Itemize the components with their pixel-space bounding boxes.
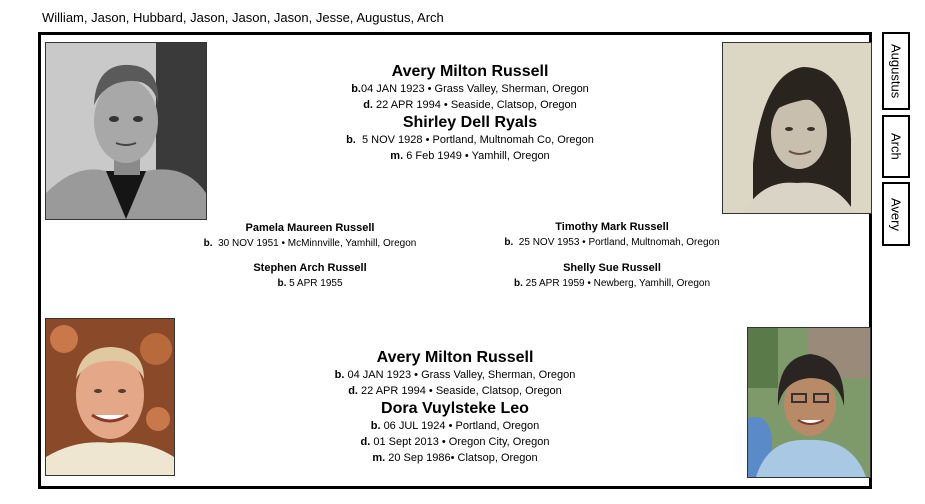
- tab-label: Augustus: [888, 43, 904, 99]
- birth-label: b.: [346, 134, 356, 146]
- child-birth: [482, 235, 742, 250]
- couple2-wife-birth: [245, 418, 665, 434]
- death-label: d.: [348, 385, 358, 397]
- child-shelly: [482, 261, 742, 291]
- birth-label: b.: [334, 369, 345, 381]
- couple2-wife-name: Dora Vuylsteke Leo: [381, 400, 529, 417]
- death-label: d.: [360, 436, 371, 448]
- birth-detail: 30 NOV 1951 • McMinnville, Yamhill, Oregon: [218, 238, 417, 249]
- child-name: Pamela Maureen Russell: [245, 222, 375, 234]
- marriage-label: m.: [372, 452, 386, 464]
- birth-label: b.: [277, 278, 287, 289]
- birth-label: b.: [513, 278, 523, 289]
- couple2-husband-death: [245, 383, 665, 399]
- death-detail: 22 APR 1994 • Seaside, Clatsop, Oregon: [376, 99, 577, 111]
- marriage-detail: 20 Sep 1986• Clatsop, Oregon: [388, 452, 538, 464]
- death-label: d.: [363, 99, 373, 111]
- marriage-label: m.: [390, 150, 404, 162]
- lineage-header: William, Jason, Hubbard, Jason, Jason, Jason, Jesse, Augustus, Arch: [42, 10, 444, 25]
- birth-detail: 04 JAN 1923 • Grass Valley, Sherman, Oregon: [347, 369, 576, 381]
- child-name: Shelly Sue Russell: [563, 262, 661, 274]
- child-timothy: [482, 220, 742, 250]
- couple1-husband-birth: [260, 81, 680, 97]
- tab-label: Avery: [888, 197, 904, 231]
- child-birth: [180, 236, 440, 251]
- photo-avery-color: [45, 318, 175, 476]
- tab-augustus[interactable]: [882, 32, 910, 110]
- death-detail: 01 Sept 2013 • Oregon City, Oregon: [373, 436, 550, 448]
- tab-avery[interactable]: [882, 182, 910, 246]
- child-name: Stephen Arch Russell: [253, 262, 367, 274]
- tab-label: Arch: [888, 133, 904, 160]
- photo-avery-bw: [45, 42, 207, 220]
- child-pamela: [180, 221, 440, 251]
- couple2-husband-name: Avery Milton Russell: [376, 349, 534, 366]
- couple1-husband-name: Avery Milton Russell: [391, 63, 549, 80]
- photo-dora: [747, 327, 871, 478]
- couple1-marriage: [260, 148, 680, 164]
- child-name: Timothy Mark Russell: [555, 221, 669, 233]
- birth-label: b.: [203, 238, 213, 249]
- couple1-husband-death: [260, 97, 680, 113]
- birth-detail: 25 APR 1959 • Newberg, Yamhill, Oregon: [525, 278, 711, 289]
- child-birth: [482, 276, 742, 291]
- couple1-block: [260, 62, 680, 164]
- tab-arch[interactable]: [882, 115, 910, 178]
- child-birth: [180, 276, 440, 291]
- couple2-block: [245, 348, 665, 466]
- birth-detail: 06 JUL 1924 • Portland, Oregon: [383, 420, 540, 432]
- birth-label: b.: [351, 83, 361, 95]
- couple2-wife-death: [245, 434, 665, 450]
- child-stephen: [180, 261, 440, 291]
- photo-shirley: [722, 42, 872, 214]
- birth-detail: 04 JAN 1923 • Grass Valley, Sherman, Oregon: [360, 83, 589, 95]
- birth-detail: 5 APR 1955: [289, 278, 343, 289]
- birth-detail: 5 NOV 1928 • Portland, Multnomah Co, Oregon: [361, 134, 594, 146]
- marriage-detail: 6 Feb 1949 • Yamhill, Oregon: [406, 150, 550, 162]
- couple1-wife-name: Shirley Dell Ryals: [402, 114, 538, 131]
- birth-detail: 25 NOV 1953 • Portland, Multnomah, Oregon: [518, 237, 720, 248]
- death-detail: 22 APR 1994 • Seaside, Clatsop, Oregon: [361, 385, 562, 397]
- couple2-marriage: [245, 450, 665, 466]
- couple2-husband-birth: [245, 367, 665, 383]
- birth-label: b.: [504, 237, 514, 248]
- birth-label: b.: [370, 420, 381, 432]
- couple1-wife-birth: [260, 132, 680, 148]
